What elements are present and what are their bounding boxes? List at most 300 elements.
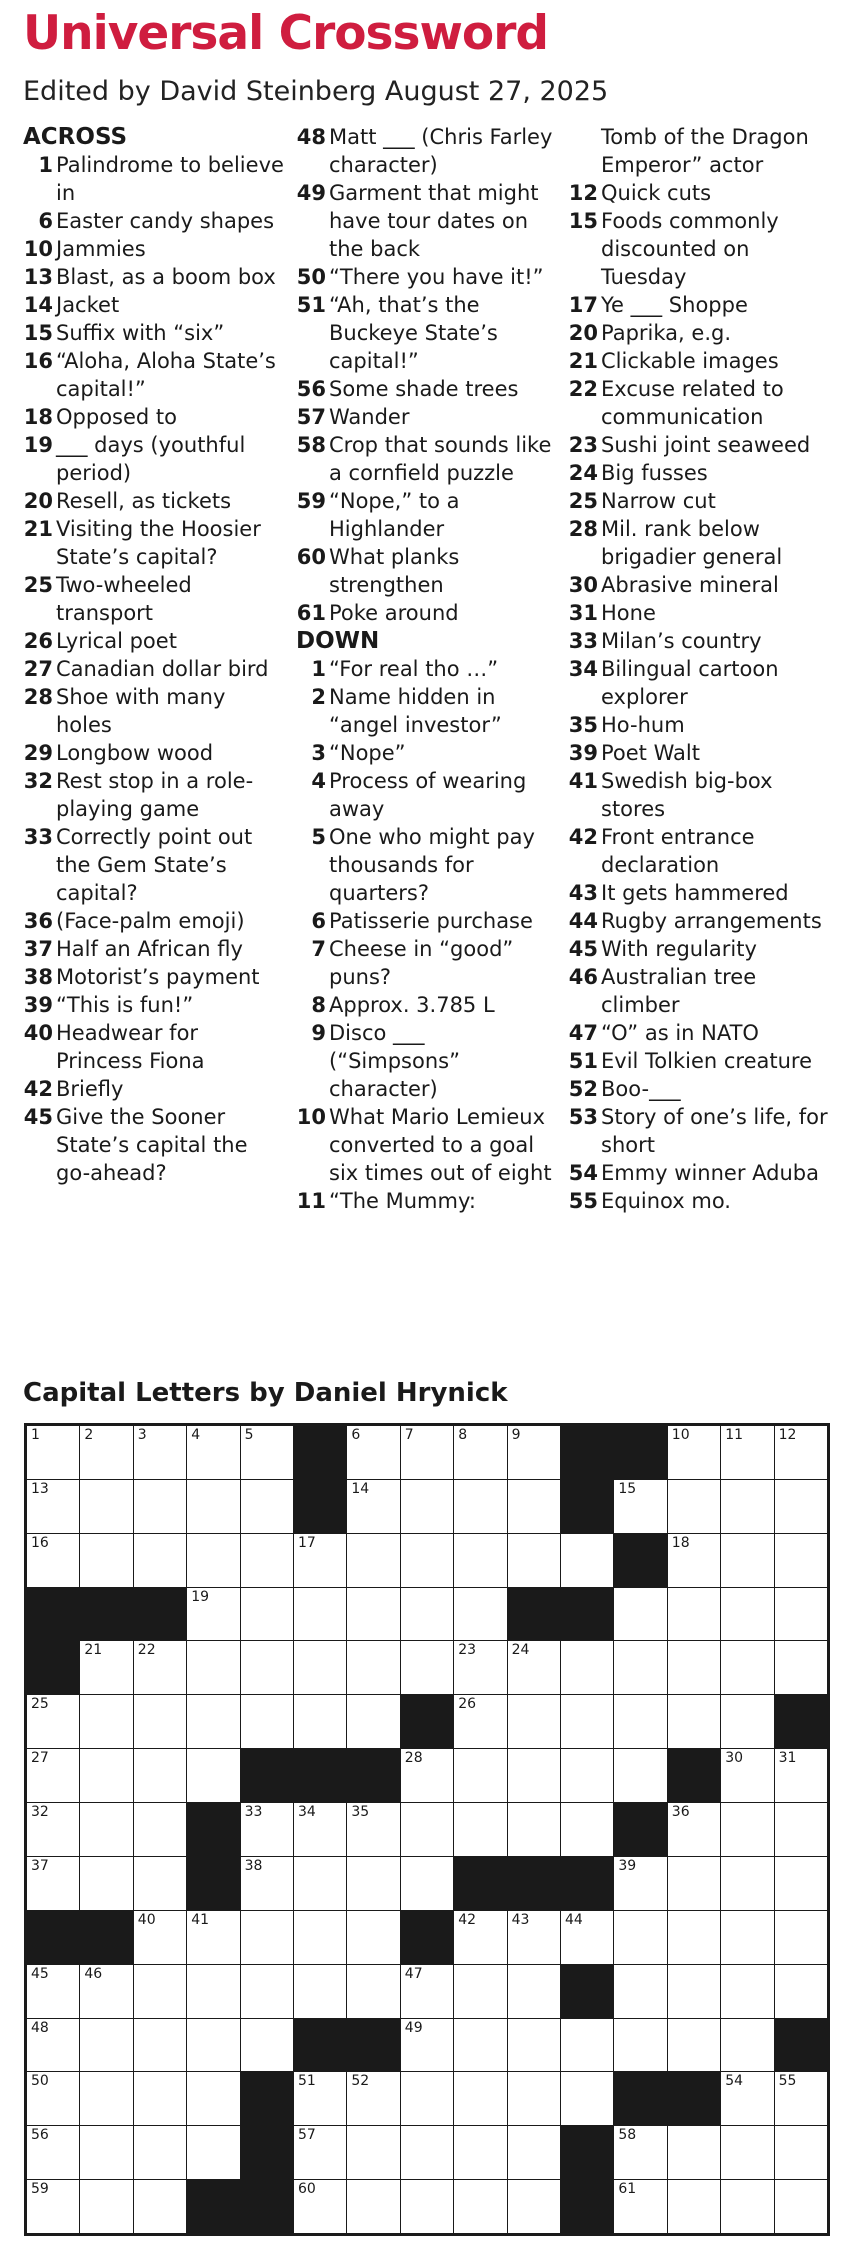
grid-block [508,1588,560,1641]
grid-cell[interactable] [508,2072,560,2125]
clue-number: 22 [568,377,598,401]
grid-cell[interactable] [454,1534,506,1587]
cell-number: 32 [31,1804,49,1821]
grid-cell[interactable] [294,1588,346,1641]
down-clue-53[interactable] [568,1103,830,1159]
down-clue-2[interactable] [296,683,558,739]
grid-cell[interactable] [668,1965,720,2018]
grid-cell[interactable] [27,1749,79,1802]
clue-number: 44 [568,909,598,933]
grid-cell[interactable] [134,2019,186,2072]
grid-cell[interactable] [454,1695,506,1748]
down-clue-34[interactable] [568,655,830,711]
grid-cell[interactable] [508,2180,560,2233]
down-clue-11[interactable] [296,1187,558,1215]
clue-text: Patisserie purchase [329,909,533,933]
across-clue-13[interactable] [23,263,285,291]
across-clue-28[interactable] [23,683,285,739]
clue-number: 32 [23,769,53,793]
grid-cell[interactable] [187,2019,239,2072]
grid-cell[interactable] [721,1588,773,1641]
clue-text: (Face-palm emoji) [56,909,245,933]
across-clue-25[interactable] [23,571,285,627]
grid-cell[interactable] [347,1803,399,1856]
grid-cell[interactable] [27,1534,79,1587]
grid-cell[interactable] [27,1426,79,1479]
down-clue-47[interactable] [568,1019,830,1047]
cell-number: 9 [511,1427,521,1443]
grid-cell[interactable] [614,1588,666,1641]
grid-cell[interactable] [614,1695,666,1748]
grid-cell[interactable] [775,2180,827,2233]
grid-cell[interactable] [668,1803,720,1856]
down-clue-17[interactable] [568,291,830,319]
grid-cell[interactable] [27,2180,79,2233]
grid-cell[interactable] [614,1480,666,1533]
grid-cell[interactable] [721,1695,773,1748]
grid-cell[interactable] [454,2019,506,2072]
down-clue-3[interactable] [296,739,558,767]
grid-cell[interactable] [561,2019,613,2072]
grid-cell[interactable] [187,2072,239,2125]
clue-text: Motorist’s payment [56,965,260,989]
grid-cell[interactable] [27,1803,79,1856]
grid-cell[interactable] [454,2126,506,2179]
grid-block [561,1965,613,2018]
grid-cell[interactable] [775,2126,827,2179]
clue-text: Crop that sounds like a cornfield puzzle [329,433,552,485]
grid-cell[interactable] [80,2126,132,2179]
grid-cell[interactable] [294,2180,346,2233]
clue-text: Boo-___ [601,1077,681,1101]
grid-cell[interactable] [187,1695,239,1748]
clue-text: It gets hammered [601,881,789,905]
grid-cell[interactable] [134,1426,186,1479]
grid-cell[interactable] [401,1641,453,1694]
across-clue-1[interactable] [23,151,285,207]
grid-cell[interactable] [775,1426,827,1479]
grid-cell[interactable] [241,1965,293,2018]
across-clue-18[interactable] [23,403,285,431]
grid-cell[interactable] [241,1588,293,1641]
grid-cell[interactable] [775,1534,827,1587]
grid-cell[interactable] [347,2180,399,2233]
down-clue-6[interactable] [296,907,558,935]
clue-text: Tomb of the Dragon Emperor” actor [601,125,809,177]
grid-cell[interactable] [80,1426,132,1479]
down-clue-54[interactable] [568,1159,830,1187]
grid-cell[interactable] [241,1641,293,1694]
grid-cell[interactable] [561,1695,613,1748]
across-clue-10[interactable] [23,235,285,263]
across-clue-39[interactable] [23,991,285,1019]
grid-cell[interactable] [508,1641,560,1694]
across-clue-50[interactable] [296,263,558,291]
grid-cell[interactable] [347,1534,399,1587]
grid-cell[interactable] [561,1911,613,1964]
grid-cell[interactable] [668,1857,720,1910]
grid-cell[interactable] [401,1857,453,1910]
grid-cell[interactable] [454,1911,506,1964]
grid-cell[interactable] [134,1534,186,1587]
cell-number: 41 [191,1911,210,1928]
grid-cell[interactable] [561,2072,613,2125]
grid-cell[interactable] [614,1857,666,1910]
across-clue-19[interactable] [23,431,285,487]
grid-cell[interactable] [27,1965,79,2018]
clue-number: 26 [23,629,53,653]
grid-cell[interactable] [241,1695,293,1748]
grid-block [134,1588,186,1641]
down-clue-4[interactable] [296,767,558,823]
grid-cell[interactable] [721,1857,773,1910]
grid-cell[interactable] [721,2072,773,2125]
grid-cell[interactable] [187,1749,239,1802]
grid-cell[interactable] [668,1695,720,1748]
clue-number: 14 [23,293,53,317]
grid-cell[interactable] [80,1534,132,1587]
grid-cell[interactable] [134,1911,186,1964]
down-clue-41[interactable] [568,767,830,823]
clue-number: 46 [568,965,598,989]
grid-block [668,2072,720,2125]
grid-cell[interactable] [134,2126,186,2179]
clue-number: 42 [568,825,598,849]
grid-cell[interactable] [294,2072,346,2125]
grid-cell[interactable] [508,1803,560,1856]
across-clue-20[interactable] [23,487,285,515]
grid-cell[interactable] [134,1965,186,2018]
grid-cell[interactable] [294,2126,346,2179]
grid-cell[interactable] [721,2019,773,2072]
grid-cell[interactable] [134,2072,186,2125]
grid-cell[interactable] [187,1911,239,1964]
across-clue-6[interactable] [23,207,285,235]
grid-cell[interactable] [134,1749,186,1802]
grid-cell[interactable] [561,1803,613,1856]
grid-cell[interactable] [134,1803,186,1856]
down-clue-46[interactable] [568,963,830,1019]
grid-cell[interactable] [401,1803,453,1856]
grid-cell[interactable] [775,1911,827,1964]
down-clue-11-continued[interactable] [568,123,830,179]
clue-number: 33 [568,629,598,653]
grid-cell[interactable] [187,1965,239,2018]
grid-cell[interactable] [241,1803,293,1856]
cell-number: 55 [778,2073,797,2090]
grid-cell[interactable] [80,1965,132,2018]
across-clue-49[interactable] [296,179,558,263]
grid-cell[interactable] [80,1695,132,1748]
across-clue-45[interactable] [23,1103,285,1187]
down-clue-22[interactable] [568,375,830,431]
across-clue-40[interactable] [23,1019,285,1075]
across-clue-32[interactable] [23,767,285,823]
grid-cell[interactable] [721,2126,773,2179]
grid-cell[interactable] [508,1534,560,1587]
grid-cell[interactable] [454,1480,506,1533]
grid-cell[interactable] [401,2019,453,2072]
grid-cell[interactable] [614,2126,666,2179]
down-clue-55[interactable] [568,1187,830,1215]
grid-cell[interactable] [721,1965,773,2018]
across-clue-56[interactable] [296,375,558,403]
grid-cell[interactable] [80,2019,132,2072]
grid-cell[interactable] [187,1588,239,1641]
down-clue-52[interactable] [568,1075,830,1103]
across-clue-61[interactable] [296,599,558,627]
grid-cell[interactable] [294,1803,346,1856]
down-clue-20[interactable] [568,319,830,347]
grid-cell[interactable] [27,1857,79,1910]
grid-cell[interactable] [347,2126,399,2179]
grid-cell[interactable] [27,1480,79,1533]
grid-cell[interactable] [241,1426,293,1479]
grid-cell[interactable] [454,2180,506,2233]
clue-text: Half an African fly [56,937,243,961]
across-clue-59[interactable] [296,487,558,543]
grid-cell[interactable] [721,1641,773,1694]
grid-cell[interactable] [454,1965,506,2018]
grid-cell[interactable] [294,1911,346,1964]
down-clue-42[interactable] [568,823,830,879]
grid-cell[interactable] [80,1749,132,1802]
grid-cell[interactable] [294,1641,346,1694]
grid-cell[interactable] [187,1480,239,1533]
down-clue-51[interactable] [568,1047,830,1075]
grid-cell[interactable] [134,1480,186,1533]
grid-cell[interactable] [27,2126,79,2179]
grid-cell[interactable] [241,2019,293,2072]
grid-cell[interactable] [294,1534,346,1587]
grid-cell[interactable] [401,1588,453,1641]
grid-cell[interactable] [721,1803,773,1856]
grid-cell[interactable] [80,2072,132,2125]
grid-cell[interactable] [508,2126,560,2179]
grid-cell[interactable] [80,1803,132,1856]
across-clue-16[interactable] [23,347,285,403]
grid-cell[interactable] [775,1857,827,1910]
down-clue-24[interactable] [568,459,830,487]
grid-cell[interactable] [294,1695,346,1748]
grid-cell[interactable] [561,1749,613,1802]
grid-cell[interactable] [401,2072,453,2125]
down-clue-12[interactable] [568,179,830,207]
clue-number: 21 [568,349,598,373]
grid-cell[interactable] [668,2126,720,2179]
grid-cell[interactable] [347,1480,399,1533]
grid-cell[interactable] [614,1749,666,1802]
down-clue-5[interactable] [296,823,558,907]
grid-cell[interactable] [668,1911,720,1964]
grid-block [775,1695,827,1748]
grid-cell[interactable] [80,2180,132,2233]
across-clue-58[interactable] [296,431,558,487]
grid-cell[interactable] [561,1641,613,1694]
cell-number: 34 [298,1804,316,1821]
across-clue-27[interactable] [23,655,285,683]
grid-cell[interactable] [347,1911,399,1964]
grid-cell[interactable] [347,1426,399,1479]
down-clue-10[interactable] [296,1103,558,1187]
grid-cell[interactable] [721,1911,773,1964]
grid-cell[interactable] [775,1588,827,1641]
grid-cell[interactable] [508,2019,560,2072]
grid-cell[interactable] [614,1641,666,1694]
across-clue-26[interactable] [23,627,285,655]
grid-cell[interactable] [721,1426,773,1479]
grid-cell[interactable] [347,1857,399,1910]
across-clue-33[interactable] [23,823,285,907]
grid-cell[interactable] [614,1965,666,2018]
grid-cell[interactable] [27,1695,79,1748]
grid-cell[interactable] [401,1749,453,1802]
down-clue-45[interactable] [568,935,830,963]
grid-cell[interactable] [668,1480,720,1533]
grid-cell[interactable] [241,1534,293,1587]
grid-cell[interactable] [508,1749,560,1802]
across-clue-14[interactable] [23,291,285,319]
down-clue-23[interactable] [568,431,830,459]
down-clue-25[interactable] [568,487,830,515]
grid-cell[interactable] [401,2126,453,2179]
down-clue-1[interactable] [296,655,558,683]
grid-cell[interactable] [401,1426,453,1479]
grid-cell[interactable] [508,1965,560,2018]
grid-cell[interactable] [347,2072,399,2125]
across-clue-21[interactable] [23,515,285,571]
grid-cell[interactable] [401,1965,453,2018]
grid-cell[interactable] [508,1911,560,1964]
grid-cell[interactable] [668,2180,720,2233]
grid-cell[interactable] [721,1534,773,1587]
grid-cell[interactable] [347,1965,399,2018]
clue-number: 57 [296,405,326,429]
grid-cell[interactable] [187,1426,239,1479]
grid-cell[interactable] [668,1588,720,1641]
grid-block [561,1857,613,1910]
grid-cell[interactable] [668,2019,720,2072]
clue-text: Foods commonly discounted on Tuesday [601,209,779,289]
down-clue-43[interactable] [568,879,830,907]
down-clue-21[interactable] [568,347,830,375]
down-clue-39[interactable] [568,739,830,767]
grid-cell[interactable] [80,1641,132,1694]
grid-cell[interactable] [508,1695,560,1748]
across-clue-38[interactable] [23,963,285,991]
across-clue-29[interactable] [23,739,285,767]
cell-number: 46 [84,1965,103,1982]
clue-text: One who might pay thousands for quarters? [329,825,535,905]
grid-cell[interactable] [401,1534,453,1587]
grid-cell[interactable] [508,1426,560,1479]
across-clue-42[interactable] [23,1075,285,1103]
across-clue-15[interactable] [23,319,285,347]
grid-cell[interactable] [241,1480,293,1533]
crossword-grid[interactable] [24,1423,830,2236]
grid-cell[interactable] [27,2072,79,2125]
grid-cell[interactable] [187,2126,239,2179]
grid-cell[interactable] [721,1749,773,1802]
grid-cell[interactable] [614,2019,666,2072]
across-clue-51[interactable] [296,291,558,375]
clue-number: 51 [296,293,326,317]
grid-cell[interactable] [454,1803,506,1856]
grid-cell[interactable] [347,1641,399,1694]
grid-cell[interactable] [454,2072,506,2125]
grid-cell[interactable] [775,1480,827,1533]
grid-cell[interactable] [347,1695,399,1748]
grid-cell[interactable] [80,1480,132,1533]
down-clue-33[interactable] [568,627,830,655]
grid-cell[interactable] [134,1641,186,1694]
grid-cell[interactable] [614,2180,666,2233]
across-clue-48[interactable] [296,123,558,179]
grid-cell[interactable] [775,1965,827,2018]
grid-cell[interactable] [80,1857,132,1910]
grid-block [561,1588,613,1641]
across-clue-60[interactable] [296,543,558,599]
clue-text: “Nope” [329,741,406,765]
grid-cell[interactable] [294,1965,346,2018]
grid-cell[interactable] [454,1588,506,1641]
grid-cell[interactable] [721,2180,773,2233]
grid-cell[interactable] [187,1534,239,1587]
down-clue-30[interactable] [568,571,830,599]
grid-cell[interactable] [721,1480,773,1533]
grid-cell[interactable] [294,1857,346,1910]
grid-cell[interactable] [454,1641,506,1694]
grid-cell[interactable] [668,1641,720,1694]
down-clue-7[interactable] [296,935,558,991]
grid-cell[interactable] [401,1480,453,1533]
down-clue-8[interactable] [296,991,558,1019]
down-clue-35[interactable] [568,711,830,739]
grid-cell[interactable] [668,1426,720,1479]
grid-cell[interactable] [454,1426,506,1479]
grid-cell[interactable] [134,1857,186,1910]
grid-cell[interactable] [241,1857,293,1910]
grid-cell[interactable] [775,1803,827,1856]
down-clue-28[interactable] [568,515,830,571]
down-clue-9[interactable] [296,1019,558,1103]
grid-cell[interactable] [561,1534,613,1587]
grid-block [27,1911,79,1964]
grid-cell[interactable] [27,2019,79,2072]
grid-cell[interactable] [775,1641,827,1694]
down-clue-15[interactable] [568,207,830,291]
grid-cell[interactable] [187,1641,239,1694]
grid-cell[interactable] [401,2180,453,2233]
grid-cell[interactable] [134,2180,186,2233]
grid-cell[interactable] [614,1911,666,1964]
grid-cell[interactable] [134,1695,186,1748]
grid-cell[interactable] [347,1588,399,1641]
across-clue-57[interactable] [296,403,558,431]
publication-title: Universal Crossword [23,6,549,61]
clue-number: 2 [311,685,326,709]
grid-cell[interactable] [775,2072,827,2125]
grid-cell[interactable] [454,1749,506,1802]
grid-cell[interactable] [668,1534,720,1587]
grid-cell[interactable] [508,1480,560,1533]
down-clue-31[interactable] [568,599,830,627]
down-clue-44[interactable] [568,907,830,935]
across-clue-37[interactable] [23,935,285,963]
grid-cell[interactable] [775,1749,827,1802]
across-clue-36[interactable] [23,907,285,935]
grid-cell[interactable] [241,1911,293,1964]
